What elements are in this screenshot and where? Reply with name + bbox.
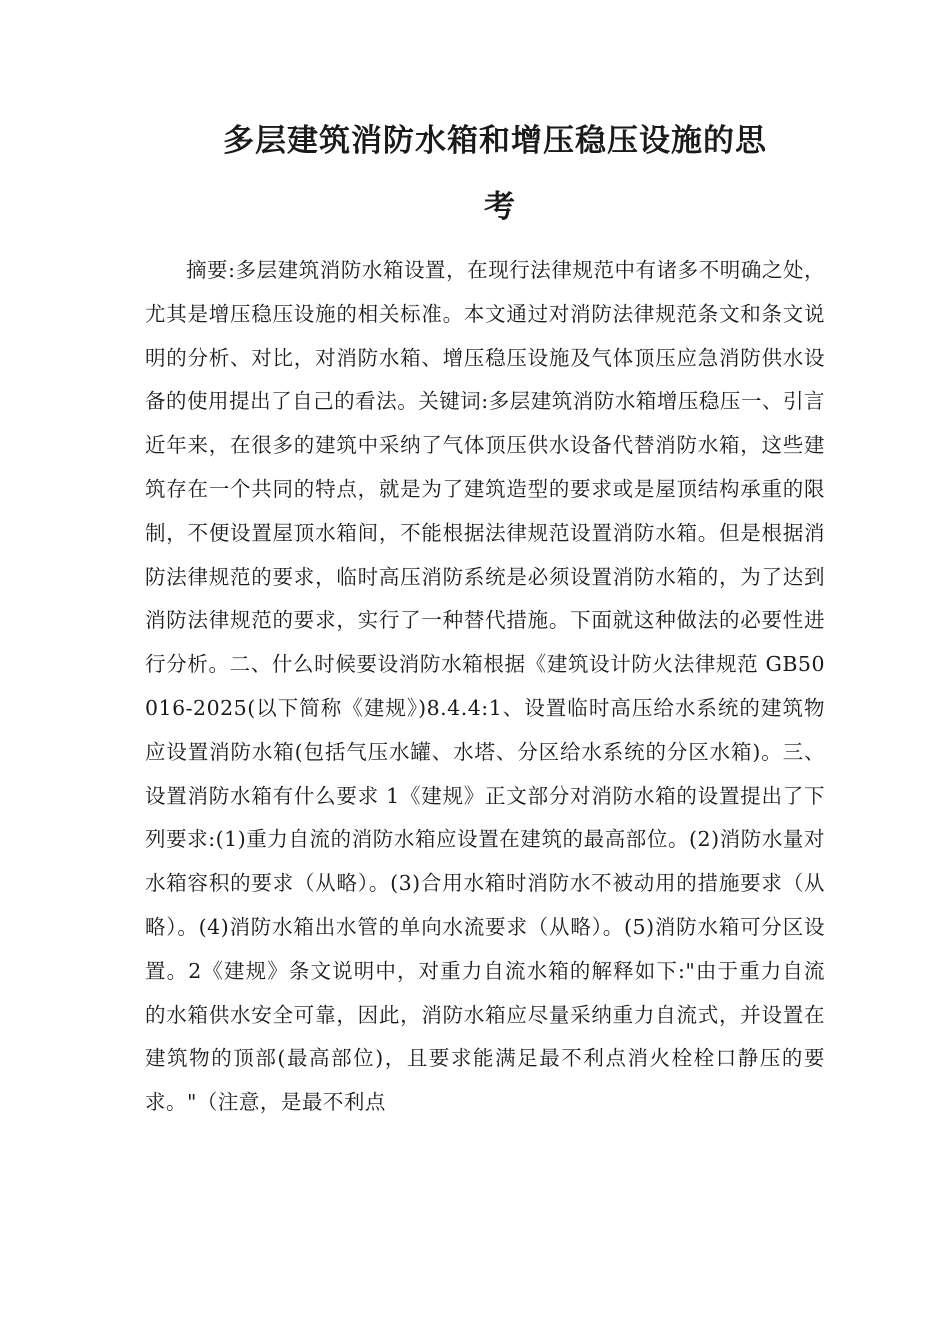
title-line-1: 多层建筑消防水箱和增压稳压设施的思 — [223, 123, 767, 159]
title-line-2: 考 — [484, 189, 516, 225]
document-title — [145, 108, 845, 240]
body-paragraph: 摘要:多层建筑消防水箱设置，在现行法律规范中有诸多不明确之处，尤其是增压稳压设施的相关标准。本文通过对消防法律规范条文和条文说明的分析、对比，对消防水箱、增压稳压设施及气体顶压应急消防供水设备的使用提出了自己的看法。关键词:多层建筑消防水箱增压稳压一、引言近年来，在很多的建筑中采纳了气体顶压供水设备代替消防水箱，这些建筑存在一个共同的特点，就是为了建筑造型的要求或是屋顶结构承重的限制，不便设置屋顶水箱间，不能根据法律规范设置消防水箱。但是根据消防法律规范的要求，临时高压消防系统是必须设置消防水箱的，为了达到消防法律规范的要求，实行了一种替代措施。下面就这种做法的必要性进行分析。二、什么时候要设消防水箱根据《建筑设计防火法律规范 GB50016-2025(以下简称《建规》)8.4.4:1、设置临时高压给水系统的建筑物应设置消防水箱(包括气压水罐、水塔、分区给水系统的分区水箱)。三、设置消防水箱有什么要求 1《建规》正文部分对消防水箱的设置提出了下列要求:(1)重力自流的消防水箱应设置在建筑的最高部位。(2)消防水量对水箱容积的要求（从略）。(3)合用水箱时消防水不被动用的措施要求（从略）。(4)消防水箱出水管的单向水流要求（从略）。(5)消防水箱可分区设置。2《建规》条文说明中，对重力自流水箱的解释如下:"由于重力自流的水箱供水安全可靠，因此，消防水箱应尽量采纳重力自流式，并设置在建筑物的顶部(最高部位)，且要求能满足最不利点消火栓栓口静压的要求。"（注意，是最不利点 — [145, 258, 825, 1115]
